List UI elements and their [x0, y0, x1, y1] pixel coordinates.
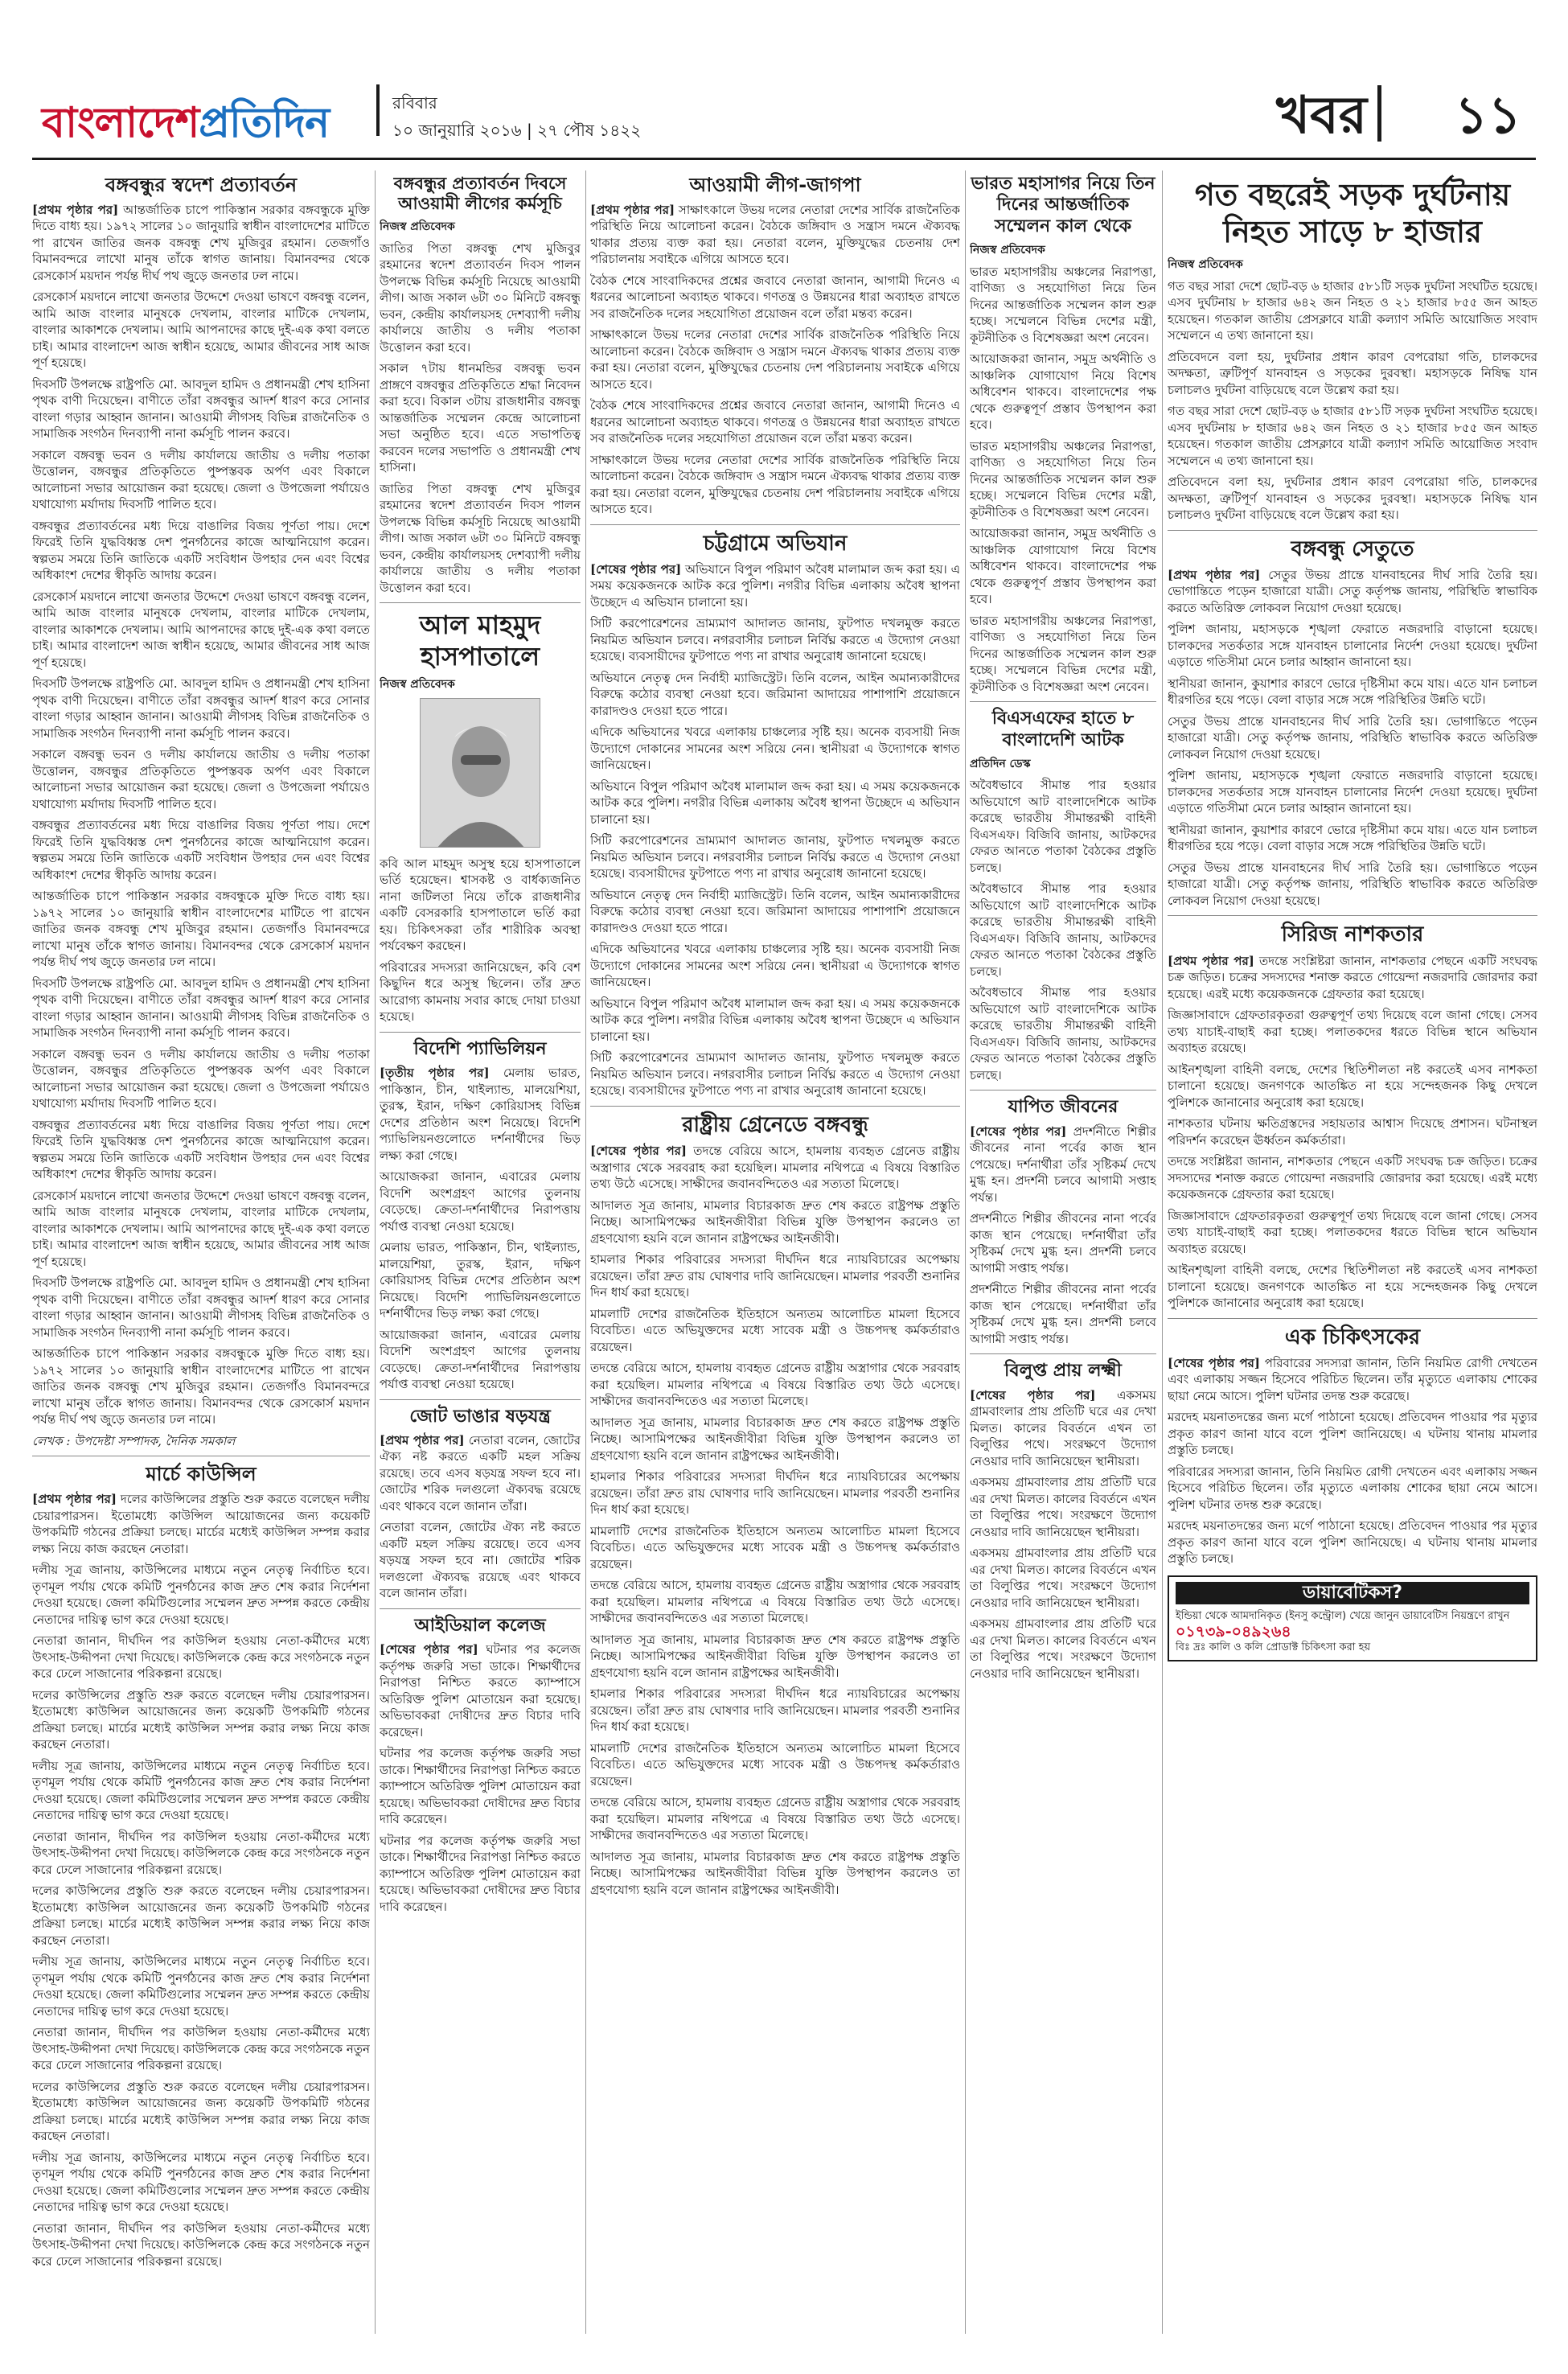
article-divider — [970, 1353, 1156, 1354]
paragraph-text: ঘটনার পর কলেজ কর্তৃপক্ষ জরুরি সভা ডাকে। শিক্ষার্থীদের নিরাপত্তা নিশ্চিত করতে ক্যাম্পাসে অতিরিক্ত পুলিশ মোতায়েন করা হয়েছে। অভিভাবকরা দোষীদের দ্রুত বিচার দাবি করেছেন। — [380, 1642, 581, 1739]
lead-headline: গত বছরেই সড়ক দুর্ঘটনায় নিহত সাড়ে ৮ হাজার — [1194, 177, 1511, 249]
byline: নিজস্ব প্রতিবেদক — [380, 678, 455, 692]
article-paragraph: ভারত মহাসাগরীয় অঞ্চলের নিরাপত্তা, বাণিজ্য ও সহযোগিতা নিয়ে তিন দিনের আন্তর্জাতিক সম্মেলন কাল শুরু হচ্ছে। সম্মেলনে বিভিন্ন দেশের মন্ত্রী, কূটনীতিক ও বিশেষজ্ঞরা অংশ নেবেন। — [970, 438, 1156, 520]
article-paragraph: একসময় গ্রামবাংলার প্রায় প্রতিটি ঘরে এর দেখা মিলত। কালের বিবর্তনে এখন তা বিলুপ্তির পথে। সংরক্ষণে উদ্যোগ নেওয়ার দাবি জানিয়েছেন স্থানীয়রা। — [970, 1546, 1156, 1610]
article-paragraph: ভারত মহাসাগরীয় অঞ্চলের নিরাপত্তা, বাণিজ্য ও সহযোগিতা নিয়ে তিন দিনের আন্তর্জাতিক সম্মেলন কাল শুরু হচ্ছে। সম্মেলনে বিভিন্ন দেশের মন্ত্রী, কূটনীতিক ও বিশেষজ্ঞরা অংশ নেবেন। — [970, 613, 1156, 694]
paragraph-text: সেতুর উভয় প্রান্তে যানবাহনের দীর্ঘ সারি তৈরি হয়। ভোগান্তিতে পড়েন হাজারো যাত্রী। সেতু কর্তৃপক্ষ জানায়, পরিস্থিতি স্বাভাবিক করতে অতিরিক্ত লোকবল নিয়োগ দেওয়া হয়েছে। — [1168, 567, 1537, 615]
article-paragraph — [1168, 1355, 1537, 1405]
article-headline: বিএসএফের হাতে ৮ বাংলাদেশি আটক — [991, 709, 1135, 750]
paragraph-text: অভিযানে বিপুল পরিমাণ অবৈধ মালামাল জব্দ করা হয়। এ সময় কয়েকজনকে আটক করে পুলিশ। নগরীর বিভিন্ন এলাকায় অবৈধ স্থাপনা উচ্ছেদে এ অভিযান চালানো হয়। — [590, 561, 960, 610]
article-paragraph: প্রতিবেদনে বলা হয়, দুর্ঘটনার প্রধান কারণ বেপরোয়া গতি, চালকদের অদক্ষতা, ত্রুটিপূর্ণ যানবাহন ও সড়কের দুরবস্থা। মহাসড়কে নিষিদ্ধ যান চলাচলও দুর্ঘটনা বাড়িয়েছে বলে উল্লেখ করা হয়। — [1168, 349, 1537, 397]
article-paragraph — [32, 1491, 370, 1557]
column-rule — [965, 170, 966, 2334]
article-headline: বঙ্গবন্ধু সেতুতে — [1291, 536, 1414, 561]
page-number-divider — [1377, 85, 1381, 142]
logo-part-2: প্রতিদিন — [199, 99, 330, 147]
continuation-label: [শেষের পৃষ্ঠার পর] — [590, 561, 682, 577]
article-divider — [590, 1106, 960, 1107]
article-paragraph: আন্তর্জাতিক চাপে পাকিস্তান সরকার বঙ্গবন্ধুকে মুক্তি দিতে বাধ্য হয়। ১৯৭২ সালের ১০ জানুয়ারি স্বাধীন বাংলাদেশের মাটিতে পা রাখেন জাতির জনক বঙ্গবন্ধু শেখ মুজিবুর রহমান। তেজগাঁও বিমানবন্দরে লাখো মানুষ তাঁকে স্বাগত জানায়। বিমানবন্দর থেকে রেসকোর্স ময়দান পর্যন্ত দীর্ঘ পথ জুড়ে জনতার ঢল নামে। — [32, 889, 370, 970]
article-paragraph — [32, 202, 370, 285]
paragraph-text: নেতারা বলেন, জোটের ঐক্য নষ্ট করতে একটি মহল সক্রিয় রয়েছে। তবে এসব ষড়যন্ত্র সফল হবে না। জোটের শরিক দলগুলো ঐক্যবদ্ধ রয়েছে এবং থাকবে বলে জানান তাঁরা। — [380, 1432, 581, 1514]
ad-text: ইন্ডিয়া থেকে আমদানিকৃত (ইনসু কন্ট্রোল) খেয়ে জানুন ডায়াবেটিস নিয়ন্ত্রণে রাখুন — [1176, 1610, 1510, 1623]
classified-advertisement — [1168, 1575, 1537, 1661]
article-paragraph: দিবসটি উপলক্ষে রাষ্ট্রপতি মো. আবদুল হামিদ ও প্রধানমন্ত্রী শেখ হাসিনা পৃথক বাণী দিয়েছেন। বাণীতে তাঁরা বঙ্গবন্ধুর আদর্শ ধারণ করে সোনার বাংলা গড়ার আহ্বান জানান। আওয়ামী লীগসহ বিভিন্ন রাজনৈতিক ও সামাজিক সংগঠন দিনব্যাপী নানা কর্মসূচি পালন করবে। — [32, 975, 370, 1041]
article-paragraph: দলীয় সূত্র জানায়, কাউন্সিলের মাধ্যমে নতুন নেতৃত্ব নির্বাচিত হবে। তৃণমূল পর্যায় থেকে কমিটি পুনর্গঠনের কাজ দ্রুত শেষ করার নির্দেশনা দেওয়া হয়েছে। জেলা কমিটিগুলোর সম্মেলন দ্রুত সম্পন্ন করতে কেন্দ্রীয় নেতাদের দায়িত্ব ভাগ করে দেওয়া হয়েছে। — [32, 1758, 370, 1823]
newspaper-logo — [42, 90, 329, 160]
article-paragraph: দিবসটি উপলক্ষে রাষ্ট্রপতি মো. আবদুল হামিদ ও প্রধানমন্ত্রী শেখ হাসিনা পৃথক বাণী দিয়েছেন। বাণীতে তাঁরা বঙ্গবন্ধুর আদর্শ ধারণ করে সোনার বাংলা গড়ার আহ্বান জানান। আওয়ামী লীগসহ বিভিন্ন রাজনৈতিক ও সামাজিক সংগঠন দিনব্যাপী নানা কর্মসূচি পালন করবে। — [32, 676, 370, 741]
article-paragraph — [380, 1065, 581, 1164]
article-paragraph: দলীয় সূত্র জানায়, কাউন্সিলের মাধ্যমে নতুন নেতৃত্ব নির্বাচিত হবে। তৃণমূল পর্যায় থেকে কমিটি পুনর্গঠনের কাজ দ্রুত শেষ করার নির্দেশনা দেওয়া হয়েছে। জেলা কমিটিগুলোর সম্মেলন দ্রুত সম্পন্ন করতে কেন্দ্রীয় নেতাদের দায়িত্ব ভাগ করে দেওয়া হয়েছে। — [32, 2150, 370, 2215]
article-headline: মার্চে কাউন্সিল — [146, 1463, 257, 1486]
article-paragraph — [970, 1387, 1156, 1470]
column-3 — [590, 170, 960, 2334]
column-4 — [970, 170, 1156, 2334]
article-paragraph: দলের কাউন্সিলের প্রস্তুতি শুরু করতে বলেছেন দলীয় চেয়ারপারসন। ইতোমধ্যে কাউন্সিল আয়োজনের জন্য কয়েকটি উপকমিটি গঠনের প্রক্রিয়া চলছে। মার্চের মধ্যেই কাউন্সিল সম্পন্ন করার লক্ষ্য নিয়ে কাজ করছেন নেতারা। — [32, 2079, 370, 2144]
page-number: ১১ — [1454, 86, 1521, 146]
article-paragraph: অবৈধভাবে সীমান্ত পার হওয়ার অভিযোগে আট বাংলাদেশিকে আটক করেছে ভারতীয় সীমান্তরক্ষী বাহিনী বিএসএফ। বিজিবি জানায়, আটকদের ফেরত আনতে পতাকা বৈঠকের প্রস্তুতি চলছে। — [970, 881, 1156, 979]
article-paragraph: পরিবারের সদস্যরা জানান, তিনি নিয়মিত রোগী দেখতেন এবং এলাকায় সজ্জন হিসেবে পরিচিত ছিলেন। তাঁর মৃত্যুতে এলাকায় শোকের ছায়া নেমে আসে। পুলিশ ঘটনার তদন্ত শুরু করেছে। — [1168, 1464, 1537, 1512]
continuation-label: [প্রথম পৃষ্ঠার পর] — [1168, 953, 1254, 968]
article-paragraph: ঘটনার পর কলেজ কর্তৃপক্ষ জরুরি সভা ডাকে। শিক্ষার্থীদের নিরাপত্তা নিশ্চিত করতে ক্যাম্পাসে অতিরিক্ত পুলিশ মোতায়েন করা হয়েছে। অভিভাবকরা দোষীদের দ্রুত বিচার দাবি করেছেন। — [380, 1833, 581, 1914]
article-paragraph: আইনশৃঙ্খলা বাহিনী বলছে, দেশের স্থিতিশীলতা নষ্ট করতেই এসব নাশকতা চালানো হয়েছে। জনগণকে আতঙ্কিত না হয়ে সন্দেহজনক কিছু দেখলে পুলিশকে জানানোর অনুরোধ করা হয়েছে। — [1168, 1263, 1537, 1311]
article-paragraph: প্রদর্শনীতে শিল্পীর জীবনের নানা পর্বের কাজ স্থান পেয়েছে। দর্শনার্থীরা তাঁর সৃষ্টিকর্ম দেখে মুগ্ধ হন। প্রদর্শনী চলবে আগামী সপ্তাহ পর্যন্ত। — [970, 1282, 1156, 1346]
column-1 — [32, 170, 370, 2334]
article-paragraph: একসময় গ্রামবাংলার প্রায় প্রতিটি ঘরে এর দেখা মিলত। কালের বিবর্তনে এখন তা বিলুপ্তির পথে। সংরক্ষণে উদ্যোগ নেওয়ার দাবি জানিয়েছেন স্থানীয়রা। — [970, 1475, 1156, 1539]
article-paragraph: দলীয় সূত্র জানায়, কাউন্সিলের মাধ্যমে নতুন নেতৃত্ব নির্বাচিত হবে। তৃণমূল পর্যায় থেকে কমিটি পুনর্গঠনের কাজ দ্রুত শেষ করার নির্দেশনা দেওয়া হয়েছে। জেলা কমিটিগুলোর সম্মেলন দ্রুত সম্পন্ন করতে কেন্দ্রীয় নেতাদের দায়িত্ব ভাগ করে দেওয়া হয়েছে। — [32, 1954, 370, 2019]
article-paragraph — [590, 1143, 960, 1193]
ad-note: বিঃ দ্রঃ কালি ও কলি প্রোডাক্ট চিকিৎসা করা হয় — [1176, 1641, 1371, 1653]
masthead — [0, 0, 1568, 153]
column-2 — [380, 170, 581, 2334]
article-paragraph: অভিযানে বিপুল পরিমাণ অবৈধ মালামাল জব্দ করা হয়। এ সময় কয়েকজনকে আটক করে পুলিশ। নগরীর বিভিন্ন এলাকায় অবৈধ স্থাপনা উচ্ছেদে এ অভিযান চালানো হয়। — [590, 996, 960, 1044]
paragraph-text: প্রদর্শনীতে শিল্পীর জীবনের নানা পর্বের কাজ স্থান পেয়েছে। দর্শনার্থীরা তাঁর সৃষ্টিকর্ম দেখে মুগ্ধ হন। প্রদর্শনী চলবে আগামী সপ্তাহ পর্যন্ত। — [970, 1123, 1156, 1205]
article-paragraph — [970, 1123, 1156, 1206]
article-paragraph: মামলাটি দেশের রাজনৈতিক ইতিহাসে অন্যতম আলোচিত মামলা হিসেবে বিবেচিত। এতে অভিযুক্তদের মধ্যে সাবেক মন্ত্রী ও উচ্চপদস্থ কর্মকর্তারাও রয়েছেন। — [590, 1740, 960, 1789]
ad-phone-number: ০১৭৩৯-০৪৯২৬৪ — [1176, 1623, 1291, 1641]
article-paragraph: নেতারা জানান, দীর্ঘদিন পর কাউন্সিল হওয়ায় নেতা-কর্মীদের মধ্যে উৎসাহ-উদ্দীপনা দেখা দিয়েছে। কাউন্সিলকে কেন্দ্র করে সংগঠনকে নতুন করে ঢেলে সাজানোর পরিকল্পনা রয়েছে। — [32, 2220, 370, 2269]
article-paragraph: সকালে বঙ্গবন্ধু ভবন ও দলীয় কার্যালয়ে জাতীয় ও দলীয় পতাকা উত্তোলন, বঙ্গবন্ধুর প্রতিকৃতিতে পুষ্পস্তবক অর্পণ এবং বিকালে আলোচনা সভার আয়োজন করা হয়েছে। জেলা ও উপজেলা পর্যায়েও যথাযোগ্য মর্যাদায় দিবসটি পালিত হবে। — [32, 1046, 370, 1111]
article-paragraph: সিটি করপোরেশনের ভ্রাম্যমাণ আদালত জানায়, ফুটপাত দখলমুক্ত করতে নিয়মিত অভিযান চলবে। নগরবাসীর চলাচল নির্বিঘ্ন করতে এ উদ্যোগ নেওয়া হয়েছে। ব্যবসায়ীদের ফুটপাতে পণ্য না রাখার অনুরোধ জানানো হয়েছে। — [590, 616, 960, 664]
continuation-label: [শেষের পৃষ্ঠার পর] — [970, 1123, 1067, 1139]
article-paragraph: আয়োজকরা জানান, সমুদ্র অর্থনীতি ও আঞ্চলিক যোগাযোগ নিয়ে বিশেষ অধিবেশন থাকবে। বাংলাদেশের পক্ষ থেকে গুরুত্বপূর্ণ প্রস্তাব উপস্থাপন করা হবে। — [970, 526, 1156, 607]
article-paragraph: দিবসটি উপলক্ষে রাষ্ট্রপতি মো. আবদুল হামিদ ও প্রধানমন্ত্রী শেখ হাসিনা পৃথক বাণী দিয়েছেন। বাণীতে তাঁরা বঙ্গবন্ধুর আদর্শ ধারণ করে সোনার বাংলা গড়ার আহ্বান জানান। আওয়ামী লীগসহ বিভিন্ন রাজনৈতিক ও সামাজিক সংগঠন দিনব্যাপী নানা কর্মসূচি পালন করবে। — [32, 1275, 370, 1340]
byline: নিজস্ব প্রতিবেদক — [380, 220, 455, 234]
article-paragraph: সকালে বঙ্গবন্ধু ভবন ও দলীয় কার্যালয়ে জাতীয় ও দলীয় পতাকা উত্তোলন, বঙ্গবন্ধুর প্রতিকৃতিতে পুষ্পস্তবক অর্পণ এবং বিকালে আলোচনা সভার আয়োজন করা হয়েছে। জেলা ও উপজেলা পর্যায়েও যথাযোগ্য মর্যাদায় দিবসটি পালিত হবে। — [32, 747, 370, 811]
article-paragraph: মামলাটি দেশের রাজনৈতিক ইতিহাসে অন্যতম আলোচিত মামলা হিসেবে বিবেচিত। এতে অভিযুক্তদের মধ্যে সাবেক মন্ত্রী ও উচ্চপদস্থ কর্মকর্তারাও রয়েছেন। — [590, 1306, 960, 1354]
article-paragraph: বঙ্গবন্ধুর প্রত্যাবর্তনের মধ্য দিয়ে বাঙালির বিজয় পূর্ণতা পায়। দেশে ফিরেই তিনি যুদ্ধবিধ্বস্ত দেশ পুনর্গঠনের কাজে আত্মনিয়োগ করেন। স্বল্পতম সময়ে তিনি জাতিকে একটি সংবিধান উপহার দেন এবং বিশ্বের অধিকাংশ দেশের স্বীকৃতি আদায় করেন। — [32, 818, 370, 882]
article-headline: যাপিত জীবনের — [1008, 1097, 1119, 1118]
article-paragraph: সিটি করপোরেশনের ভ্রাম্যমাণ আদালত জানায়, ফুটপাত দখলমুক্ত করতে নিয়মিত অভিযান চলবে। নগরবাসীর চলাচল নির্বিঘ্ন করতে এ উদ্যোগ নেওয়া হয়েছে। ব্যবসায়ীদের ফুটপাতে পণ্য না রাখার অনুরোধ জানানো হয়েছে। — [590, 1050, 960, 1099]
article-paragraph: মামলাটি দেশের রাজনৈতিক ইতিহাসে অন্যতম আলোচিত মামলা হিসেবে বিবেচিত। এতে অভিযুক্তদের মধ্যে সাবেক মন্ত্রী ও উচ্চপদস্থ কর্মকর্তারাও রয়েছেন। — [590, 1523, 960, 1571]
article-headline: জোট ভাঙার ষড়যন্ত্র — [409, 1406, 551, 1427]
article-paragraph: ভারত মহাসাগরীয় অঞ্চলের নিরাপত্তা, বাণিজ্য ও সহযোগিতা নিয়ে তিন দিনের আন্তর্জাতিক সম্মেলন কাল শুরু হচ্ছে। সম্মেলনে বিভিন্ন দেশের মন্ত্রী, কূটনীতিক ও বিশেষজ্ঞরা অংশ নেবেন। — [970, 264, 1156, 345]
article-paragraph — [590, 202, 960, 268]
article-divider — [380, 1608, 581, 1609]
article-paragraph: বঙ্গবন্ধুর প্রত্যাবর্তনের মধ্য দিয়ে বাঙালির বিজয় পূর্ণতা পায়। দেশে ফিরেই তিনি যুদ্ধবিধ্বস্ত দেশ পুনর্গঠনের কাজে আত্মনিয়োগ করেন। স্বল্পতম সময়ে তিনি জাতিকে একটি সংবিধান উপহার দেন এবং বিশ্বের অধিকাংশ দেশের স্বীকৃতি আদায় করেন। — [32, 1117, 370, 1182]
paragraph-text: আন্তর্জাতিক চাপে পাকিস্তান সরকার বঙ্গবন্ধুকে মুক্তি দিতে বাধ্য হয়। ১৯৭২ সালের ১০ জানুয়ারি স্বাধীন বাংলাদেশের মাটিতে পা রাখেন জাতির জনক বঙ্গবন্ধু শেখ মুজিবুর রহমান। তেজগাঁও বিমানবন্দরে লাখো মানুষ তাঁকে স্বাগত জানায়। বিমানবন্দর থেকে রেসকোর্স ময়দান পর্যন্ত দীর্ঘ পথ জুড়ে জনতার ঢল নামে। — [32, 202, 370, 283]
article-headline: আইডিয়াল কলেজ — [414, 1615, 546, 1636]
article-paragraph: নাশকতার ঘটনায় ক্ষতিগ্রস্তদের সহায়তার আশ্বাস দিয়েছে প্রশাসন। ঘটনাস্থল পরিদর্শন করেছেন ঊর্ধ্বতন কর্মকর্তারা। — [1168, 1116, 1537, 1148]
article-paragraph: এদিকে অভিযানের খবরে এলাকায় চাঞ্চল্যের সৃষ্টি হয়। অনেক ব্যবসায়ী নিজ উদ্যোগে দোকানের সামনের অংশ সরিয়ে নেন। স্থানীয়রা এ উদ্যোগকে স্বাগত জানিয়েছেন। — [590, 942, 960, 990]
article-headline: বিলুপ্ত প্রায় লক্ষ্মী — [1004, 1361, 1122, 1382]
article-paragraph: তদন্তে বেরিয়ে আসে, হামলায় ব্যবহৃত গ্রেনেড রাষ্ট্রীয় অস্ত্রাগার থেকে সরবরাহ করা হয়েছিল। মামলার নথিপত্রে এ বিষয়ে বিস্তারিত তথ্য উঠে এসেছে। সাক্ষীদের জবানবন্দিতেও এর সত্যতা মিলেছে। — [590, 1361, 960, 1409]
article-paragraph — [1168, 567, 1537, 617]
article-paragraph: হামলার শিকার পরিবারের সদস্যরা দীর্ঘদিন ধরে ন্যায়বিচারের অপেক্ষায় রয়েছেন। তাঁরা দ্রুত রায় ঘোষণার দাবি জানিয়েছেন। মামলার পরবর্তী শুনানির দিন ধার্য করা হয়েছে। — [590, 1469, 960, 1518]
article-paragraph: আইনশৃঙ্খলা বাহিনী বলছে, দেশের স্থিতিশীলতা নষ্ট করতেই এসব নাশকতা চালানো হয়েছে। জনগণকে আতঙ্কিত না হয়ে সন্দেহজনক কিছু দেখলে পুলিশকে জানানোর অনুরোধ করা হয়েছে। — [1168, 1062, 1537, 1110]
article-paragraph: রেসকোর্স ময়দানে লাখো জনতার উদ্দেশে দেওয়া ভাষণে বঙ্গবন্ধু বলেন, আমি আজ বাংলার মানুষকে দেখলাম, বাংলার মাটিকে দেখলাম, বাংলার আকাশকে দেখলাম। আমি আপনাদের কাছে দুই-এক কথা বলতে চাই। আমার বাংলাদেশ আজ স্বাধীন হয়েছে, আমার জীবনের সাধ আজ পূর্ণ হয়েছে। — [32, 290, 370, 371]
article-paragraph: জাতির পিতা বঙ্গবন্ধু শেখ মুজিবুর রহমানের স্বদেশ প্রত্যাবর্তন দিবস পালন উপলক্ষে বিভিন্ন কর্মসূচি নিয়েছে আওয়ামী লীগ। আজ সকাল ৬টা ৩০ মিনিটে বঙ্গবন্ধু ভবন, কেন্দ্রীয় কার্যালয়সহ দেশব্যাপী দলীয় কার্যালয়ে জাতীয় ও দলীয় পতাকা উত্তোলন করা হবে। — [380, 240, 581, 355]
article-headline: ভারত মহাসাগর নিয়ে তিন দিনের আন্তর্জাতিক সম্মেলন কাল থেকে — [971, 174, 1155, 236]
paragraph-text: পরিবারের সদস্যরা জানান, তিনি নিয়মিত রোগী দেখতেন এবং এলাকায় সজ্জন হিসেবে পরিচিত ছিলেন। তাঁর মৃত্যুতে এলাকায় শোকের ছায়া নেমে আসে। পুলিশ ঘটনার তদন্ত শুরু করেছে। — [1168, 1355, 1537, 1403]
logo-part-1: বাংলাদেশ — [42, 99, 199, 147]
article-paragraph — [1168, 953, 1537, 1003]
article-divider — [1168, 1318, 1537, 1319]
article-headline: রাষ্ট্রীয় গ্রেনেডে বঙ্গবন্ধু — [682, 1112, 868, 1137]
article-divider — [970, 701, 1156, 702]
continuation-label: [প্রথম পৃষ্ঠার পর] — [1168, 567, 1261, 582]
continuation-label: [শেষের পৃষ্ঠার পর] — [1168, 1355, 1261, 1370]
article-divider — [1168, 530, 1537, 531]
article-paragraph: অবৈধভাবে সীমান্ত পার হওয়ার অভিযোগে আট বাংলাদেশিকে আটক করেছে ভারতীয় সীমান্তরক্ষী বাহিনী বিএসএফ। বিজিবি জানায়, আটকদের ফেরত আনতে পতাকা বৈঠকের প্রস্তুতি চলছে। — [970, 985, 1156, 1082]
article-paragraph: দলের কাউন্সিলের প্রস্তুতি শুরু করতে বলেছেন দলীয় চেয়ারপারসন। ইতোমধ্যে কাউন্সিল আয়োজনের জন্য কয়েকটি উপকমিটি গঠনের প্রক্রিয়া চলছে। মার্চের মধ্যেই কাউন্সিল সম্পন্ন করার লক্ষ্য নিয়ে কাজ করছেন নেতারা। — [32, 1687, 370, 1752]
ad-title: ডায়াবেটিকস? — [1176, 1582, 1529, 1605]
article-paragraph — [380, 1641, 581, 1740]
article-paragraph: বৈঠক শেষে সাংবাদিকদের প্রশ্নের জবাবে নেতারা জানান, আগামী দিনেও এ ধরনের আলোচনা অব্যাহত থাকবে। গণতন্ত্র ও উন্নয়নের ধারা অব্যাহত রাখতে সব রাজনৈতিক দলের সহযোগিতা প্রয়োজন বলে তাঁরা মন্তব্য করেন। — [590, 398, 960, 446]
article-paragraph: নেতারা জানান, দীর্ঘদিন পর কাউন্সিল হওয়ায় নেতা-কর্মীদের মধ্যে উৎসাহ-উদ্দীপনা দেখা দিয়েছে। কাউন্সিলকে কেন্দ্র করে সংগঠনকে নতুন করে ঢেলে সাজানোর পরিকল্পনা রয়েছে। — [32, 1633, 370, 1682]
article-paragraph: এদিকে অভিযানের খবরে এলাকায় চাঞ্চল্যের সৃষ্টি হয়। অনেক ব্যবসায়ী নিজ উদ্যোগে দোকানের সামনের অংশ সরিয়ে নেন। স্থানীয়রা এ উদ্যোগকে স্বাগত জানিয়েছেন। — [590, 725, 960, 773]
article-paragraph: প্রদর্শনীতে শিল্পীর জীবনের নানা পর্বের কাজ স্থান পেয়েছে। দর্শনার্থীরা তাঁর সৃষ্টিকর্ম দেখে মুগ্ধ হন। প্রদর্শনী চলবে আগামী সপ্তাহ পর্যন্ত। — [970, 1211, 1156, 1275]
article-paragraph: দিবসটি উপলক্ষে রাষ্ট্রপতি মো. আবদুল হামিদ ও প্রধানমন্ত্রী শেখ হাসিনা পৃথক বাণী দিয়েছেন। বাণীতে তাঁরা বঙ্গবন্ধুর আদর্শ ধারণ করে সোনার বাংলা গড়ার আহ্বান জানান। আওয়ামী লীগসহ বিভিন্ন রাজনৈতিক ও সামাজিক সংগঠন দিনব্যাপী নানা কর্মসূচি পালন করবে। — [32, 376, 370, 442]
continuation-label: [তৃতীয় পৃষ্ঠার পর] — [380, 1066, 490, 1081]
article-paragraph: সকাল ৭টায় ধানমন্ডির বঙ্গবন্ধু ভবন প্রাঙ্গণে বঙ্গবন্ধুর প্রতিকৃতিতে শ্রদ্ধা নিবেদন করা হবে। বিকাল ৩টায় রাজধানীর বঙ্গবন্ধু আন্তর্জাতিক সম্মেলন কেন্দ্রে আলোচনা সভা অনুষ্ঠিত হবে। এতে সভাপতিত্ব করবেন দলের সভাপতি ও প্রধানমন্ত্রী শেখ হাসিনা। — [380, 361, 581, 475]
article-paragraph: তদন্তে সংশ্লিষ্টরা জানান, নাশকতার পেছনে একটি সংঘবদ্ধ চক্র জড়িত। চক্রের সদস্যদের শনাক্ত করতে গোয়েন্দা নজরদারি জোরদার করা হয়েছে। এরই মধ্যে কয়েকজনকে গ্রেফতার করা হয়েছে। — [1168, 1154, 1537, 1202]
masthead-divider — [376, 84, 380, 136]
continuation-label: [প্রথম পৃষ্ঠার পর] — [380, 1432, 465, 1448]
article-headline: আল মাহমুদ হাসপাতালে — [419, 610, 541, 672]
article-headline: সিরিজ নাশকতার — [1281, 922, 1424, 947]
paragraph-text: সাক্ষাৎকালে উভয় দলের নেতারা দেশের সার্বিক রাজনৈতিক পরিস্থিতি নিয়ে আলোচনা করেন। বৈঠকে জঙ্গিবাদ ও সন্ত্রাস দমনে ঐক্যবদ্ধ থাকার প্রত্যয় ব্যক্ত করা হয়। নেতারা বলেন, মুক্তিযুদ্ধের চেতনায় দেশ পরিচালনায় সবাইকে এগিয়ে আসতে হবে। — [590, 202, 960, 267]
article-paragraph: আদালত সূত্র জানায়, মামলার বিচারকাজ দ্রুত শেষ করতে রাষ্ট্রপক্ষ প্রস্তুতি নিচ্ছে। আসামিপক্ষের আইনজীবীরা বিভিন্ন যুক্তি উপস্থাপন করলেও তা গ্রহণযোগ্য হয়নি বলে জানান রাষ্ট্রপক্ষের আইনজীবী। — [590, 1197, 960, 1246]
continuation-label: [শেষের পৃষ্ঠার পর] — [380, 1642, 478, 1657]
continuation-label: [শেষের পৃষ্ঠার পর] — [590, 1144, 687, 1159]
article-paragraph: আদালত সূত্র জানায়, মামলার বিচারকাজ দ্রুত শেষ করতে রাষ্ট্রপক্ষ প্রস্তুতি নিচ্ছে। আসামিপক্ষের আইনজীবীরা বিভিন্ন যুক্তি উপস্থাপন করলেও তা গ্রহণযোগ্য হয়নি বলে জানান রাষ্ট্রপক্ষের আইনজীবী। — [590, 1849, 960, 1897]
article-paragraph: সাক্ষাৎকালে উভয় দলের নেতারা দেশের সার্বিক রাজনৈতিক পরিস্থিতি নিয়ে আলোচনা করেন। বৈঠকে জঙ্গিবাদ ও সন্ত্রাস দমনে ঐক্যবদ্ধ থাকার প্রত্যয় ব্যক্ত করা হয়। নেতারা বলেন, মুক্তিযুদ্ধের চেতনায় দেশ পরিচালনায় সবাইকে এগিয়ে আসতে হবে। — [590, 452, 960, 517]
article-headline: বঙ্গবন্ধুর প্রত্যাবর্তন দিবসে আওয়ামী লীগের কর্মসূচি — [393, 174, 567, 214]
author-note: লেখক : উপদেষ্টা সম্পাদক, দৈনিক সমকাল — [32, 1433, 236, 1448]
column-rule — [585, 170, 586, 2334]
article-paragraph: অভিযানে নেতৃত্ব দেন নির্বাহী ম্যাজিস্ট্রেট। তিনি বলেন, আইন অমান্যকারীদের বিরুদ্ধে কঠোর ব্যবস্থা নেওয়া হবে। জরিমানা আদায়ের পাশাপাশি প্রয়োজনে কারাদণ্ডও দেওয়া হতে পারে। — [590, 887, 960, 935]
article-paragraph: পুলিশ জানায়, মহাসড়কে শৃঙ্খলা ফেরাতে নজরদারি বাড়ানো হয়েছে। চালকদের সতর্কতার সঙ্গে যানবাহন চালানোর নির্দেশ দেওয়া হয়েছে। দুর্ঘটনা এড়াতে গতিসীমা মেনে চলার আহ্বান জানানো হয়। — [1168, 622, 1537, 670]
article-paragraph: তদন্তে বেরিয়ে আসে, হামলায় ব্যবহৃত গ্রেনেড রাষ্ট্রীয় অস্ত্রাগার থেকে সরবরাহ করা হয়েছিল। মামলার নথিপত্রে এ বিষয়ে বিস্তারিত তথ্য উঠে এসেছে। সাক্ষীদের জবানবন্দিতেও এর সত্যতা মিলেছে। — [590, 1578, 960, 1626]
column-rule — [375, 170, 376, 2334]
article-paragraph: অবৈধভাবে সীমান্ত পার হওয়ার অভিযোগে আট বাংলাদেশিকে আটক করেছে ভারতীয় সীমান্তরক্ষী বাহিনী বিএসএফ। বিজিবি জানায়, আটকদের ফেরত আনতে পতাকা বৈঠকের প্রস্তুতি চলছে। — [970, 778, 1156, 875]
article-paragraph: সেতুর উভয় প্রান্তে যানবাহনের দীর্ঘ সারি তৈরি হয়। ভোগান্তিতে পড়েন হাজারো যাত্রী। সেতু কর্তৃপক্ষ জানায়, পরিস্থিতি স্বাভাবিক করতে অতিরিক্ত লোকবল নিয়োগ দেওয়া হয়েছে। — [1168, 713, 1537, 762]
article-headline: বঙ্গবন্ধুর স্বদেশ প্রত্যাবর্তন — [105, 174, 298, 196]
article-paragraph: রেসকোর্স ময়দানে লাখো জনতার উদ্দেশে দেওয়া ভাষণে বঙ্গবন্ধু বলেন, আমি আজ বাংলার মানুষকে দেখলাম, বাংলার মাটিকে দেখলাম, বাংলার আকাশকে দেখলাম। আমি আপনাদের কাছে দুই-এক কথা বলতে চাই। আমার বাংলাদেশ আজ স্বাধীন হয়েছে, আমার জীবনের সাধ আজ পূর্ণ হয়েছে। — [32, 589, 370, 670]
article-paragraph: গত বছর সারা দেশে ছোট-বড় ৬ হাজার ৫৮১টি সড়ক দুর্ঘটনা সংঘটিত হয়েছে। এসব দুর্ঘটনায় ৮ হাজার ৬৪২ জন নিহত ও ২১ হাজার ৮৫৫ জন আহত হয়েছেন। গতকাল জাতীয় প্রেসক্লাবে যাত্রী কল্যাণ সমিতি আয়োজিত সংবাদ সম্মেলনে এ তথ্য জানানো হয়। — [1168, 404, 1537, 468]
article-paragraph: মরদেহ ময়নাতদন্তের জন্য মর্গে পাঠানো হয়েছে। প্রতিবেদন পাওয়ার পর মৃত্যুর প্রকৃত কারণ জানা যাবে বলে পুলিশ জানিয়েছে। এ ঘটনায় থানায় মামলার প্রস্তুতি চলছে। — [1168, 1518, 1537, 1567]
article-paragraph: দলীয় সূত্র জানায়, কাউন্সিলের মাধ্যমে নতুন নেতৃত্ব নির্বাচিত হবে। তৃণমূল পর্যায় থেকে কমিটি পুনর্গঠনের কাজ দ্রুত শেষ করার নির্দেশনা দেওয়া হয়েছে। জেলা কমিটিগুলোর সম্মেলন দ্রুত সম্পন্ন করতে কেন্দ্রীয় নেতাদের দায়িত্ব ভাগ করে দেওয়া হয়েছে। — [32, 1563, 370, 1627]
article-divider — [590, 524, 960, 525]
article-paragraph: গত বছর সারা দেশে ছোট-বড় ৬ হাজার ৫৮১টি সড়ক দুর্ঘটনা সংঘটিত হয়েছে। এসব দুর্ঘটনায় ৮ হাজার ৬৪২ জন নিহত ও ২১ হাজার ৮৫৫ জন আহত হয়েছেন। গতকাল জাতীয় প্রেসক্লাবে যাত্রী কল্যাণ সমিতি আয়োজিত সংবাদ সম্মেলনে এ তথ্য জানানো হয়। — [1168, 278, 1537, 343]
article-paragraph: নেতারা জানান, দীর্ঘদিন পর কাউন্সিল হওয়ায় নেতা-কর্মীদের মধ্যে উৎসাহ-উদ্দীপনা দেখা দিয়েছে। কাউন্সিলকে কেন্দ্র করে সংগঠনকে নতুন করে ঢেলে সাজানোর পরিকল্পনা রয়েছে। — [32, 2025, 370, 2073]
article-paragraph: আয়োজকরা জানান, সমুদ্র অর্থনীতি ও আঞ্চলিক যোগাযোগ নিয়ে বিশেষ অধিবেশন থাকবে। বাংলাদেশের পক্ষ থেকে গুরুত্বপূর্ণ প্রস্তাব উপস্থাপন করা হবে। — [970, 351, 1156, 433]
article-headline: বিদেশি প্যাভিলিয়ন — [413, 1038, 547, 1059]
continuation-label: [প্রথম পৃষ্ঠার পর] — [32, 202, 119, 217]
article-paragraph: পরিবারের সদস্যরা জানিয়েছেন, কবি বেশ কিছুদিন ধরে অসুস্থ ছিলেন। তাঁর দ্রুত আরোগ্য কামনায় সবার কাছে দোয়া চাওয়া হয়েছে। — [380, 959, 581, 1025]
paragraph-text: একসময় গ্রামবাংলার প্রায় প্রতিটি ঘরে এর দেখা মিলত। কালের বিবর্তনে এখন তা বিলুপ্তির পথে। সংরক্ষণে উদ্যোগ নেওয়ার দাবি জানিয়েছেন স্থানীয়রা। — [970, 1387, 1156, 1468]
article-divider — [380, 1032, 581, 1033]
article-paragraph — [380, 1432, 581, 1515]
article-paragraph: সিটি করপোরেশনের ভ্রাম্যমাণ আদালত জানায়, ফুটপাত দখলমুক্ত করতে নিয়মিত অভিযান চলবে। নগরবাসীর চলাচল নির্বিঘ্ন করতে এ উদ্যোগ নেওয়া হয়েছে। ব্যবসায়ীদের ফুটপাতে পণ্য না রাখার অনুরোধ জানানো হয়েছে। — [590, 833, 960, 881]
portrait-photo — [420, 698, 540, 848]
article-paragraph: দলের কাউন্সিলের প্রস্তুতি শুরু করতে বলেছেন দলীয় চেয়ারপারসন। ইতোমধ্যে কাউন্সিল আয়োজনের জন্য কয়েকটি উপকমিটি গঠনের প্রক্রিয়া চলছে। মার্চের মধ্যেই কাউন্সিল সম্পন্ন করার লক্ষ্য নিয়ে কাজ করছেন নেতারা। — [32, 1883, 370, 1948]
byline: নিজস্ব প্রতিবেদক — [970, 244, 1045, 257]
portrait-illustration — [421, 699, 540, 848]
article-paragraph: নেতারা জানান, দীর্ঘদিন পর কাউন্সিল হওয়ায় নেতা-কর্মীদের মধ্যে উৎসাহ-উদ্দীপনা দেখা দিয়েছে। কাউন্সিলকে কেন্দ্র করে সংগঠনকে নতুন করে ঢেলে সাজানোর পরিকল্পনা রয়েছে। — [32, 1829, 370, 1877]
article-paragraph: আয়োজকরা জানান, এবারের মেলায় বিদেশি অংশগ্রহণ আগের তুলনায় বেড়েছে। ক্রেতা-দর্শনার্থীদের নিরাপত্তায় পর্যাপ্ত ব্যবস্থা নেওয়া হয়েছে। — [380, 1169, 581, 1234]
paragraph-text: দলের কাউন্সিলের প্রস্তুতি শুরু করতে বলেছেন দলীয় চেয়ারপারসন। ইতোমধ্যে কাউন্সিল আয়োজনের জন্য কয়েকটি উপকমিটি গঠনের প্রক্রিয়া চলছে। মার্চের মধ্যেই কাউন্সিল সম্পন্ন করার লক্ষ্য নিয়ে কাজ করছেন নেতারা। — [32, 1492, 370, 1556]
paragraph-text: মেলায় ভারত, পাকিস্তান, চীন, থাইল্যান্ড, মালয়েশিয়া, তুরস্ক, ইরান, দক্ষিণ কোরিয়াসহ বিভিন্ন দেশের প্রতিষ্ঠান অংশ নিয়েছে। বিদেশি প্যাভিলিয়নগুলোতে দর্শনার্থীদের ভিড় লক্ষ্য করা গেছে। — [380, 1066, 581, 1163]
column-rule — [1162, 170, 1163, 2334]
article-paragraph: মরদেহ ময়নাতদন্তের জন্য মর্গে পাঠানো হয়েছে। প্রতিবেদন পাওয়ার পর মৃত্যুর প্রকৃত কারণ জানা যাবে বলে পুলিশ জানিয়েছে। এ ঘটনায় থানায় মামলার প্রস্তুতি চলছে। — [1168, 1410, 1537, 1458]
article-divider — [1168, 915, 1537, 916]
article-paragraph: অভিযানে বিপুল পরিমাণ অবৈধ মালামাল জব্দ করা হয়। এ সময় কয়েকজনকে আটক করে পুলিশ। নগরীর বিভিন্ন এলাকায় অবৈধ স্থাপনা উচ্ছেদে এ অভিযান চালানো হয়। — [590, 778, 960, 827]
byline: প্রতিদিন ডেস্ক — [970, 757, 1031, 770]
article-paragraph: রেসকোর্স ময়দানে লাখো জনতার উদ্দেশে দেওয়া ভাষণে বঙ্গবন্ধু বলেন, আমি আজ বাংলার মানুষকে দেখলাম, বাংলার মাটিকে দেখলাম, বাংলার আকাশকে দেখলাম। আমি আপনাদের কাছে দুই-এক কথা বলতে চাই। আমার বাংলাদেশ আজ স্বাধীন হয়েছে, আমার জীবনের সাধ আজ পূর্ণ হয়েছে। — [32, 1188, 370, 1269]
article-divider — [380, 1399, 581, 1400]
article-headline: এক চিকিৎসকের — [1284, 1325, 1421, 1349]
article-paragraph: মেলায় ভারত, পাকিস্তান, চীন, থাইল্যান্ড, মালয়েশিয়া, তুরস্ক, ইরান, দক্ষিণ কোরিয়াসহ বিভিন্ন দেশের প্রতিষ্ঠান অংশ নিয়েছে। বিদেশি প্যাভিলিয়নগুলোতে দর্শনার্থীদের ভিড় লক্ষ্য করা গেছে। — [380, 1240, 581, 1321]
masthead-rule — [32, 158, 1536, 160]
article-paragraph: জিজ্ঞাসাবাদে গ্রেফতারকৃতরা গুরুত্বপূর্ণ তথ্য দিয়েছে বলে জানা গেছে। সেসব তথ্য যাচাই-বাছাই করা হচ্ছে। পলাতকদের ধরতে বিভিন্ন স্থানে অভিযান অব্যাহত রয়েছে। — [1168, 1008, 1537, 1056]
continuation-label: [প্রথম পৃষ্ঠার পর] — [590, 202, 675, 217]
paragraph-text: তদন্তে বেরিয়ে আসে, হামলায় ব্যবহৃত গ্রেনেড রাষ্ট্রীয় অস্ত্রাগার থেকে সরবরাহ করা হয়েছিল। মামলার নথিপত্রে এ বিষয়ে বিস্তারিত তথ্য উঠে এসেছে। সাক্ষীদের জবানবন্দিতেও এর সত্যতা মিলেছে। — [590, 1144, 960, 1192]
issue-date: ১০ জানুয়ারি ২০১৬ | ২৭ পৌষ ১৪২২ — [392, 121, 642, 140]
article-divider — [380, 602, 581, 603]
continuation-label: [শেষের পৃষ্ঠার পর] — [970, 1387, 1096, 1403]
issue-day: রবিবার — [392, 93, 437, 113]
article-paragraph — [590, 561, 960, 611]
article-paragraph: কবি আল মাহমুদ অসুস্থ হয়ে হাসপাতালে ভর্তি হয়েছেন। শ্বাসকষ্ট ও বার্ধক্যজনিত নানা জটিলতা নিয়ে তাঁকে রাজধানীর একটি বেসরকারি হাসপাতালে ভর্তি করা হয়। চিকিৎসকরা তাঁর শারীরিক অবস্থা পর্যবেক্ষণ করছেন। — [380, 856, 581, 954]
article-paragraph: পুলিশ জানায়, মহাসড়কে শৃঙ্খলা ফেরাতে নজরদারি বাড়ানো হয়েছে। চালকদের সতর্কতার সঙ্গে যানবাহন চালানোর নির্দেশ দেওয়া হয়েছে। দুর্ঘটনা এড়াতে গতিসীমা মেনে চলার আহ্বান জানানো হয়। — [1168, 768, 1537, 816]
article-paragraph: নেতারা বলেন, জোটের ঐক্য নষ্ট করতে একটি মহল সক্রিয় রয়েছে। তবে এসব ষড়যন্ত্র সফল হবে না। জোটের শরিক দলগুলো ঐক্যবদ্ধ রয়েছে এবং থাকবে বলে জানান তাঁরা। — [380, 1520, 581, 1601]
article-paragraph: স্থানীয়রা জানান, কুয়াশার কারণে ভোরে দৃষ্টিসীমা কমে যায়। এতে যান চলাচল ধীরগতির হয়ে পড়ে। বেলা বাড়ার সঙ্গে সঙ্গে পরিস্থিতির উন্নতি ঘটে। — [1168, 822, 1537, 854]
article-paragraph: অভিযানে নেতৃত্ব দেন নির্বাহী ম্যাজিস্ট্রেট। তিনি বলেন, আইন অমান্যকারীদের বিরুদ্ধে কঠোর ব্যবস্থা নেওয়া হবে। জরিমানা আদায়ের পাশাপাশি প্রয়োজনে কারাদণ্ডও দেওয়া হতে পারে। — [590, 670, 960, 718]
article-paragraph: জিজ্ঞাসাবাদে গ্রেফতারকৃতরা গুরুত্বপূর্ণ তথ্য দিয়েছে বলে জানা গেছে। সেসব তথ্য যাচাই-বাছাই করা হচ্ছে। পলাতকদের ধরতে বিভিন্ন স্থানে অভিযান অব্যাহত রয়েছে। — [1168, 1208, 1537, 1256]
article-paragraph: আদালত সূত্র জানায়, মামলার বিচারকাজ দ্রুত শেষ করতে রাষ্ট্রপক্ষ প্রস্তুতি নিচ্ছে। আসামিপক্ষের আইনজীবীরা বিভিন্ন যুক্তি উপস্থাপন করলেও তা গ্রহণযোগ্য হয়নি বলে জানান রাষ্ট্রপক্ষের আইনজীবী। — [590, 1632, 960, 1680]
section-name: খবর — [1276, 86, 1367, 146]
article-paragraph: হামলার শিকার পরিবারের সদস্যরা দীর্ঘদিন ধরে ন্যায়বিচারের অপেক্ষায় রয়েছেন। তাঁরা দ্রুত রায় ঘোষণার দাবি জানিয়েছেন। মামলার পরবর্তী শুনানির দিন ধার্য করা হয়েছে। — [590, 1252, 960, 1300]
column-5 — [1168, 170, 1537, 2334]
article-headline: আওয়ামী লীগ-জাগপা — [689, 174, 861, 196]
paragraph-text: তদন্তে সংশ্লিষ্টরা জানান, নাশকতার পেছনে একটি সংঘবদ্ধ চক্র জড়িত। চক্রের সদস্যদের শনাক্ত করতে গোয়েন্দা নজরদারি জোরদার করা হয়েছে। এরই মধ্যে কয়েকজনকে গ্রেফতার করা হয়েছে। — [1168, 953, 1537, 1001]
byline: নিজস্ব প্রতিবেদক — [1168, 258, 1243, 272]
article-paragraph: বঙ্গবন্ধুর প্রত্যাবর্তনের মধ্য দিয়ে বাঙালির বিজয় পূর্ণতা পায়। দেশে ফিরেই তিনি যুদ্ধবিধ্বস্ত দেশ পুনর্গঠনের কাজে আত্মনিয়োগ করেন। স্বল্পতম সময়ে তিনি জাতিকে একটি সংবিধান উপহার দেন এবং বিশ্বের অধিকাংশ দেশের স্বীকৃতি আদায় করেন। — [32, 518, 370, 583]
article-paragraph: তদন্তে বেরিয়ে আসে, হামলায় ব্যবহৃত গ্রেনেড রাষ্ট্রীয় অস্ত্রাগার থেকে সরবরাহ করা হয়েছিল। মামলার নথিপত্রে এ বিষয়ে বিস্তারিত তথ্য উঠে এসেছে। সাক্ষীদের জবানবন্দিতেও এর সত্যতা মিলেছে। — [590, 1795, 960, 1843]
article-paragraph: স্থানীয়রা জানান, কুয়াশার কারণে ভোরে দৃষ্টিসীমা কমে যায়। এতে যান চলাচল ধীরগতির হয়ে পড়ে। বেলা বাড়ার সঙ্গে সঙ্গে পরিস্থিতির উন্নতি ঘটে। — [1168, 676, 1537, 708]
article-paragraph: একসময় গ্রামবাংলার প্রায় প্রতিটি ঘরে এর দেখা মিলত। কালের বিবর্তনে এখন তা বিলুপ্তির পথে। সংরক্ষণে উদ্যোগ নেওয়ার দাবি জানিয়েছেন স্থানীয়রা। — [970, 1616, 1156, 1681]
article-paragraph: বৈঠক শেষে সাংবাদিকদের প্রশ্নের জবাবে নেতারা জানান, আগামী দিনেও এ ধরনের আলোচনা অব্যাহত থাকবে। গণতন্ত্র ও উন্নয়নের ধারা অব্যাহত রাখতে সব রাজনৈতিক দলের সহযোগিতা প্রয়োজন বলে তাঁরা মন্তব্য করেন। — [590, 273, 960, 321]
article-paragraph: প্রতিবেদনে বলা হয়, দুর্ঘটনার প্রধান কারণ বেপরোয়া গতি, চালকদের অদক্ষতা, ত্রুটিপূর্ণ যানবাহন ও সড়কের দুরবস্থা। মহাসড়কে নিষিদ্ধ যান চলাচলও দুর্ঘটনা বাড়িয়েছে বলে উল্লেখ করা হয়। — [1168, 474, 1537, 523]
article-paragraph: জাতির পিতা বঙ্গবন্ধু শেখ মুজিবুর রহমানের স্বদেশ প্রত্যাবর্তন দিবস পালন উপলক্ষে বিভিন্ন কর্মসূচি নিয়েছে আওয়ামী লীগ। আজ সকাল ৬টা ৩০ মিনিটে বঙ্গবন্ধু ভবন, কেন্দ্রীয় কার্যালয়সহ দেশব্যাপী দলীয় কার্যালয়ে জাতীয় ও দলীয় পতাকা উত্তোলন করা হবে। — [380, 481, 581, 595]
article-paragraph: ঘটনার পর কলেজ কর্তৃপক্ষ জরুরি সভা ডাকে। শিক্ষার্থীদের নিরাপত্তা নিশ্চিত করতে ক্যাম্পাসে অতিরিক্ত পুলিশ মোতায়েন করা হয়েছে। অভিভাবকরা দোষীদের দ্রুত বিচার দাবি করেছেন। — [380, 1746, 581, 1827]
article-paragraph: সেতুর উভয় প্রান্তে যানবাহনের দীর্ঘ সারি তৈরি হয়। ভোগান্তিতে পড়েন হাজারো যাত্রী। সেতু কর্তৃপক্ষ জানায়, পরিস্থিতি স্বাভাবিক করতে অতিরিক্ত লোকবল নিয়োগ দেওয়া হয়েছে। — [1168, 860, 1537, 908]
continuation-label: [প্রথম পৃষ্ঠার পর] — [32, 1492, 117, 1507]
article-paragraph: সকালে বঙ্গবন্ধু ভবন ও দলীয় কার্যালয়ে জাতীয় ও দলীয় পতাকা উত্তোলন, বঙ্গবন্ধুর প্রতিকৃতিতে পুষ্পস্তবক অর্পণ এবং বিকালে আলোচনা সভার আয়োজন করা হয়েছে। জেলা ও উপজেলা পর্যায়েও যথাযোগ্য মর্যাদায় দিবসটি পালিত হবে। — [32, 447, 370, 512]
article-paragraph: হামলার শিকার পরিবারের সদস্যরা দীর্ঘদিন ধরে ন্যায়বিচারের অপেক্ষায় রয়েছেন। তাঁরা দ্রুত রায় ঘোষণার দাবি জানিয়েছেন। মামলার পরবর্তী শুনানির দিন ধার্য করা হয়েছে। — [590, 1686, 960, 1735]
article-paragraph: আদালত সূত্র জানায়, মামলার বিচারকাজ দ্রুত শেষ করতে রাষ্ট্রপক্ষ প্রস্তুতি নিচ্ছে। আসামিপক্ষের আইনজীবীরা বিভিন্ন যুক্তি উপস্থাপন করলেও তা গ্রহণযোগ্য হয়নি বলে জানান রাষ্ট্রপক্ষের আইনজীবী। — [590, 1415, 960, 1463]
article-paragraph: সাক্ষাৎকালে উভয় দলের নেতারা দেশের সার্বিক রাজনৈতিক পরিস্থিতি নিয়ে আলোচনা করেন। বৈঠকে জঙ্গিবাদ ও সন্ত্রাস দমনে ঐক্যবদ্ধ থাকার প্রত্যয় ব্যক্ত করা হয়। নেতারা বলেন, মুক্তিযুদ্ধের চেতনায় দেশ পরিচালনায় সবাইকে এগিয়ে আসতে হবে। — [590, 327, 960, 392]
article-paragraph: আয়োজকরা জানান, এবারের মেলায় বিদেশি অংশগ্রহণ আগের তুলনায় বেড়েছে। ক্রেতা-দর্শনার্থীদের নিরাপত্তায় পর্যাপ্ত ব্যবস্থা নেওয়া হয়েছে। — [380, 1327, 581, 1392]
article-paragraph: আন্তর্জাতিক চাপে পাকিস্তান সরকার বঙ্গবন্ধুকে মুক্তি দিতে বাধ্য হয়। ১৯৭২ সালের ১০ জানুয়ারি স্বাধীন বাংলাদেশের মাটিতে পা রাখেন জাতির জনক বঙ্গবন্ধু শেখ মুজিবুর রহমান। তেজগাঁও বিমানবন্দরে লাখো মানুষ তাঁকে স্বাগত জানায়। বিমানবন্দর থেকে রেসকোর্স ময়দান পর্যন্ত দীর্ঘ পথ জুড়ে জনতার ঢল নামে। — [32, 1346, 370, 1427]
article-headline: চট্টগ্রামে অভিযান — [703, 531, 848, 556]
